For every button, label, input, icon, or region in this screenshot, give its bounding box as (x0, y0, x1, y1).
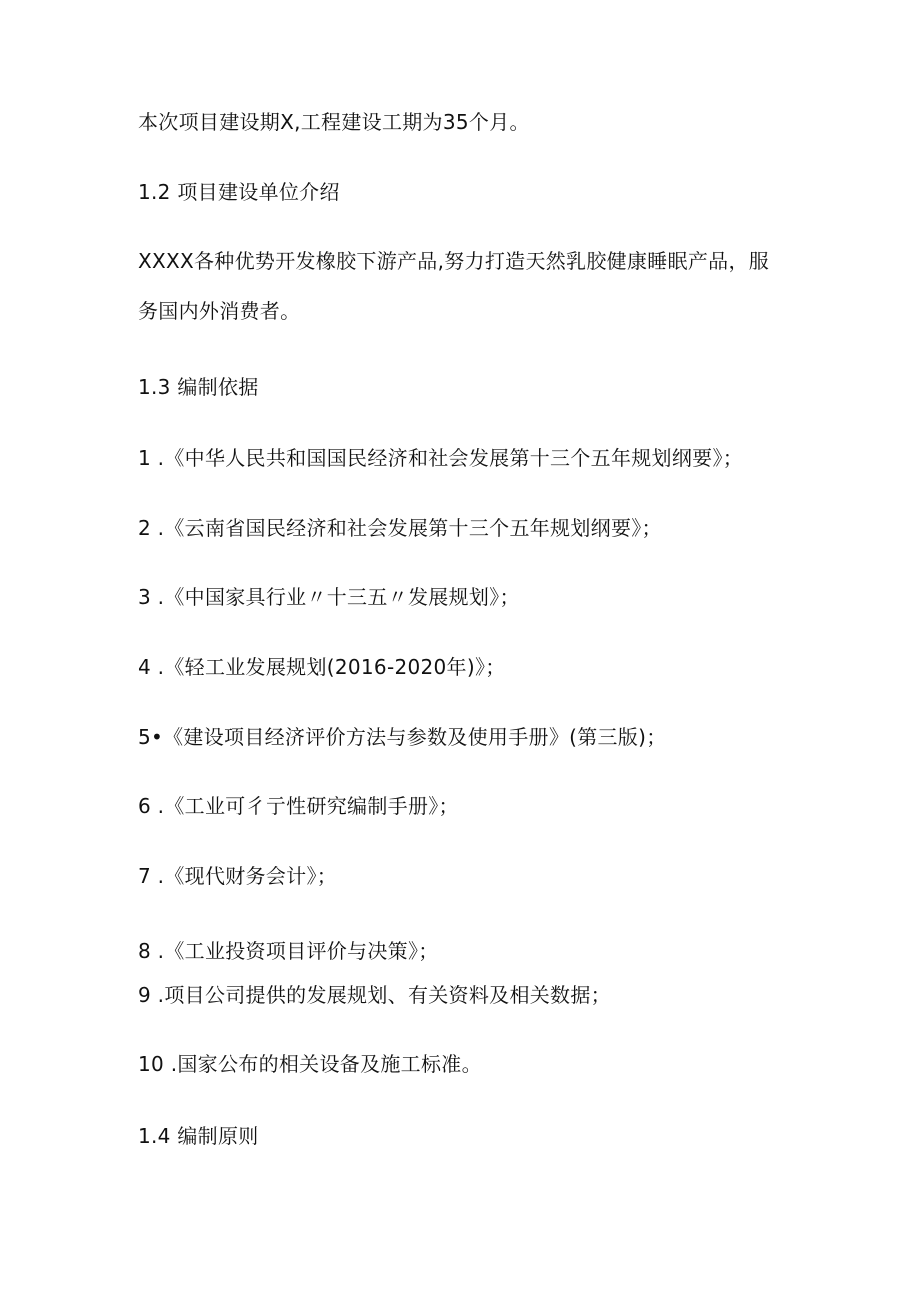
basis-list-item: 10 .国家公布的相关设备及施工标准。 (138, 1052, 482, 1076)
basis-list-item: 2 .《云南省国民经济和社会发展第十三个五年规划纲要》； (138, 516, 662, 540)
basis-list-item: 8 .《工业投资项目评价与决策》； (138, 939, 439, 963)
basis-list-item: 7 .《现代财务会计》； (138, 864, 338, 888)
section-1-2-heading: 1.2 项目建设单位介绍 (138, 180, 340, 204)
section-1-2-paragraph-line-2: 务国内外消费者。 (138, 299, 301, 323)
basis-list-item: 4 .《轻工业发展规划(2016-2020年)》； (138, 655, 506, 679)
basis-list-item: 6 .《工业可彳亍性研究编制手册》； (138, 794, 459, 818)
section-1-2-paragraph-line-1: XXXX各种优势开发橡胶下游产品,努力打造天然乳胶健康睡眠产品，服 (138, 249, 770, 273)
basis-list-item: 3 .《中国家具行业〃十三五〃发展规划》； (138, 585, 520, 609)
basis-list-item: 9 .项目公司提供的发展规划、有关资料及相关数据； (138, 983, 611, 1007)
basis-list-item: 5•《建设项目经济评价方法与参数及使用手册》(第三版)； (138, 725, 667, 749)
section-1-3-heading: 1.3 编制依据 (138, 375, 259, 399)
section-1-4-heading: 1.4 编制原则 (138, 1124, 259, 1148)
basis-list-item: 1 .《中华人民共和国国民经济和社会发展第十三个五年规划纲要》； (138, 446, 744, 470)
intro-paragraph: 本次项目建设期X,工程建设工期为35个月。 (138, 110, 530, 134)
